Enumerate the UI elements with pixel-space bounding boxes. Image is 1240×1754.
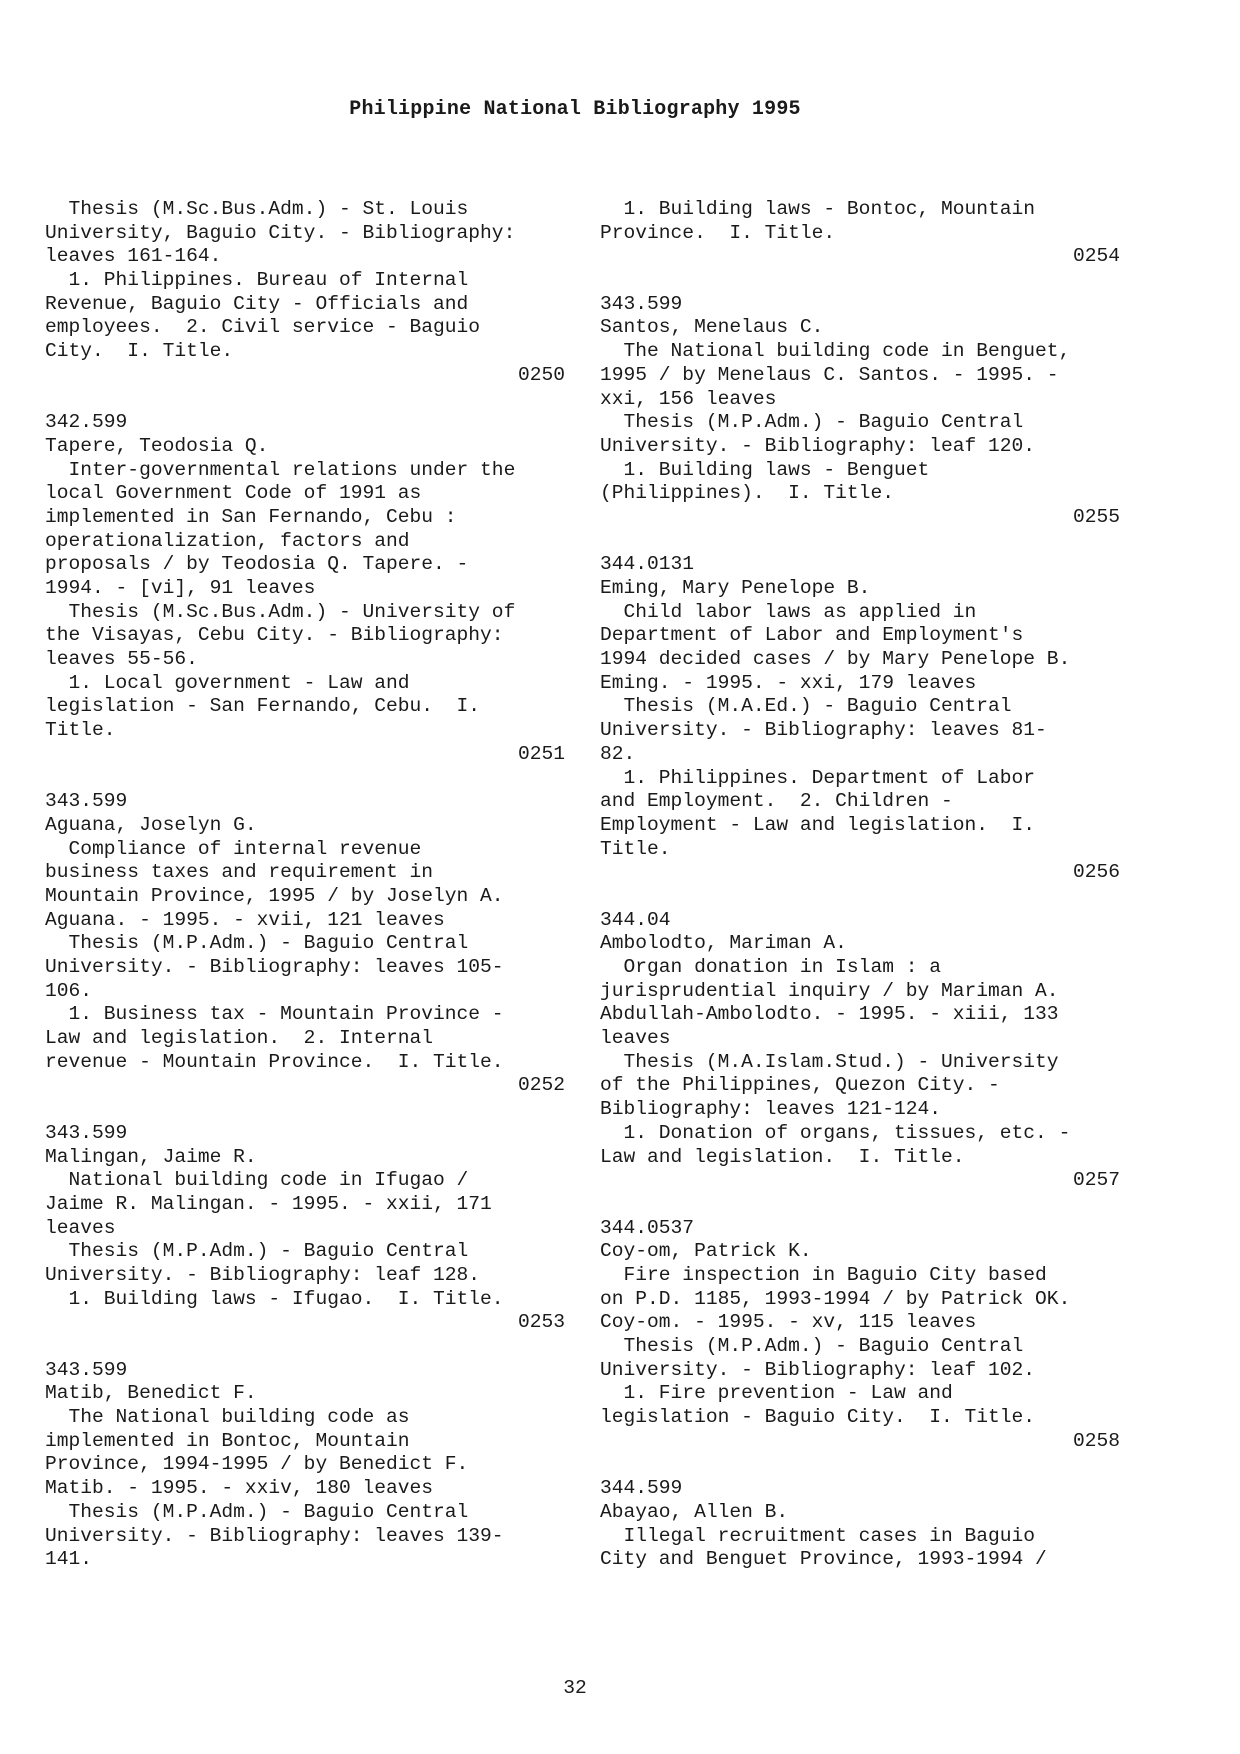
text-line: University. - Bibliography: leaves 105- (45, 956, 504, 978)
text-line: 343.599 (45, 1358, 128, 1381)
text-line: Thesis (M.Sc.Bus.Adm.) - University of (45, 600, 516, 623)
text-line: 343.599 (45, 1121, 128, 1144)
blank-line (600, 530, 1120, 554)
text-line: 1. Business tax - Mountain Province - (45, 1003, 504, 1026)
text-line: 1. Building laws - Ifugao. I. Title. (45, 1287, 504, 1310)
text-line: 344.599 (600, 1477, 683, 1500)
text-line: Mountain Province, 1995 / by Joselyn A. (45, 884, 504, 907)
text-line: implemented in Bontoc, Mountain (45, 1429, 410, 1452)
text-line: Thesis (M.P.Adm.) - Baguio Central (45, 1240, 469, 1263)
text-line: Thesis (M.A.Islam.Stud.) - University (600, 1050, 1059, 1073)
text-line: Thesis (M.Sc.Bus.Adm.) - St. Louis (45, 198, 469, 220)
blank-line (45, 1098, 565, 1122)
text-line: Title. (600, 837, 671, 860)
text-line: Department of Labor and Employment's (600, 624, 1024, 647)
text-line: Thesis (M.P.Adm.) - Baguio Central (600, 1335, 1024, 1357)
text-line: legislation - Baguio City. I. Title. (600, 1406, 1036, 1429)
text-line: operationalization, factors and (45, 529, 410, 552)
record-number: 0256 (1072, 861, 1120, 884)
text-line: 1. Building laws - Bontoc, Mountain (600, 198, 1036, 220)
text-line: Matib. - 1995. - xxiv, 180 leaves (45, 1477, 434, 1500)
text-line: employees. 2. Civil service - Baguio (45, 316, 481, 339)
text-line: National building code in Ifugao / (45, 1169, 469, 1192)
text-line: Jaime R. Malingan. - 1995. - xxii, 171 (45, 1192, 492, 1215)
text-line: Aguana. - 1995. - xvii, 121 leaves (45, 908, 445, 931)
text-line: 1. Philippines. Department of Labor (600, 766, 1036, 789)
blank-line (600, 885, 1120, 909)
text-line: the Visayas, Cebu City. - Bibliography: (45, 624, 504, 647)
text-line: Abayao, Allen B. (600, 1500, 789, 1523)
text-line: Abdullah-Ambolodto. - 1995. - xiii, 133 (600, 1003, 1059, 1026)
text-line: University, Baguio City. - Bibliography: (45, 221, 516, 244)
text-line: Tapere, Teodosia Q. (45, 434, 269, 457)
text-line: jurisprudential inquiry / by Mariman A. (600, 979, 1059, 1002)
text-line: Inter-governmental relations under the (45, 458, 516, 481)
text-line: 344.0537 (600, 1216, 695, 1239)
text-line: Eming. - 1995. - xxi, 179 leaves (600, 671, 977, 694)
text-line: revenue - Mountain Province. I. Title. (45, 1050, 504, 1073)
text-line: 82. (600, 742, 636, 765)
record-number: 0252 (517, 1074, 565, 1097)
text-line: Aguana, Joselyn G. (45, 813, 257, 836)
text-line: local Government Code of 1991 as (45, 482, 422, 505)
text-line: 343.599 (45, 790, 128, 813)
text-line: Title. (45, 719, 116, 742)
text-line: Employment - Law and legislation. I. (600, 813, 1036, 836)
text-line: 141. (45, 1548, 93, 1571)
text-line: The National building code in Benguet, (600, 340, 1071, 363)
text-line: The National building code as (45, 1406, 410, 1429)
text-line: proposals / by Teodosia Q. Tapere. - (45, 553, 469, 576)
text-line: Thesis (M.P.Adm.) - Baguio Central (45, 932, 469, 955)
text-line: University. - Bibliography: leaves 139- (45, 1524, 504, 1547)
text-line: 1995 / by Menelaus C. Santos. - 1995. - (600, 363, 1059, 386)
text-line: 1. Fire prevention - Law and (600, 1382, 953, 1405)
text-line: Ambolodto, Mariman A. (600, 932, 847, 955)
text-line: leaves 55-56. (45, 648, 198, 671)
text-line: 1. Local government - Law and (45, 671, 410, 694)
text-line: Law and legislation. 2. Internal (45, 1027, 434, 1050)
text-line: City and Benguet Province, 1993-1994 / (600, 1548, 1047, 1571)
text-line: Organ donation in Islam : a (600, 956, 941, 978)
text-line: Matib, Benedict F. (45, 1382, 257, 1405)
text-line: Province, 1994-1995 / by Benedict F. (45, 1453, 469, 1476)
text-line: University. - Bibliography: leaf 102. (600, 1358, 1036, 1381)
text-line: Eming, Mary Penelope B. (600, 577, 871, 599)
record-number: 0250 (517, 363, 565, 386)
text-line: Bibliography: leaves 121-124. (600, 1098, 941, 1121)
text-line: leaves (600, 1027, 671, 1050)
record-number: 0251 (517, 742, 565, 765)
text-line: 342.599 (45, 411, 128, 434)
text-line: of the Philippines, Quezon City. - (600, 1074, 1000, 1097)
text-line: xxi, 156 leaves (600, 387, 777, 410)
text-line: 1. Donation of organs, tissues, etc. - (600, 1121, 1071, 1144)
text-line: on P.D. 1185, 1993-1994 / by Patrick OK. (600, 1287, 1071, 1310)
page-title: Philippine National Bibliography 1995 (349, 98, 801, 121)
blank-line (600, 1193, 1120, 1217)
text-line: leaves (45, 1216, 116, 1239)
text-line: Fire inspection in Baguio City based (600, 1263, 1047, 1286)
record-number: 0257 (1072, 1169, 1120, 1192)
text-line: University. - Bibliography: leaf 120. (600, 434, 1036, 457)
blank-line (45, 767, 565, 791)
text-line: University. - Bibliography: leaf 128. (45, 1263, 481, 1286)
text-line: Illegal recruitment cases in Baguio (600, 1524, 1036, 1547)
blank-line (600, 269, 1120, 293)
text-line: Revenue, Baguio City - Officials and (45, 292, 469, 315)
text-line: Thesis (M.P.Adm.) - Baguio Central (600, 411, 1024, 434)
text-line: 343.599 (600, 292, 683, 315)
text-line: 344.04 (600, 908, 671, 931)
record-number: 0253 (517, 1311, 565, 1334)
right-column (600, 198, 1120, 1572)
text-line: 1994. - [vi], 91 leaves (45, 577, 316, 599)
text-line: 106. (45, 979, 93, 1002)
text-line: Thesis (M.P.Adm.) - Baguio Central (45, 1500, 469, 1523)
text-line: Law and legislation. I. Title. (600, 1145, 965, 1168)
text-line: and Employment. 2. Children - (600, 790, 953, 813)
text-line: University. - Bibliography: leaves 81- (600, 719, 1047, 742)
left-column (45, 198, 565, 1572)
text-line: 1. Philippines. Bureau of Internal (45, 269, 469, 292)
blank-line (600, 1453, 1120, 1477)
text-line: business taxes and requirement in (45, 861, 434, 884)
text-line: Thesis (M.A.Ed.) - Baguio Central (600, 695, 1012, 718)
text-line: 1. Building laws - Benguet (600, 458, 930, 481)
text-line: leaves 161-164. (45, 245, 222, 268)
page-number: 32 (563, 1677, 587, 1699)
text-line: (Philippines). I. Title. (600, 482, 894, 505)
blank-line (45, 388, 565, 412)
record-number: 0254 (1072, 245, 1120, 268)
text-line: Santos, Menelaus C. (600, 316, 824, 339)
text-line: Province. I. Title. (600, 221, 836, 244)
text-line: City. I. Title. (45, 340, 234, 363)
text-line: Malingan, Jaime R. (45, 1145, 257, 1168)
text-line: implemented in San Fernando, Cebu : (45, 505, 457, 528)
record-number: 0258 (1072, 1429, 1120, 1452)
text-line: Compliance of internal revenue (45, 837, 422, 860)
text-line: legislation - San Fernando, Cebu. I. (45, 695, 481, 718)
text-line: Coy-om. - 1995. - xv, 115 leaves (600, 1311, 977, 1334)
text-line: 1994 decided cases / by Mary Penelope B. (600, 648, 1071, 671)
text-line: Child labor laws as applied in (600, 600, 977, 623)
record-number: 0255 (1072, 505, 1120, 528)
text-line: 344.0131 (600, 553, 695, 576)
text-line: Coy-om, Patrick K. (600, 1240, 812, 1263)
blank-line (45, 1335, 565, 1359)
